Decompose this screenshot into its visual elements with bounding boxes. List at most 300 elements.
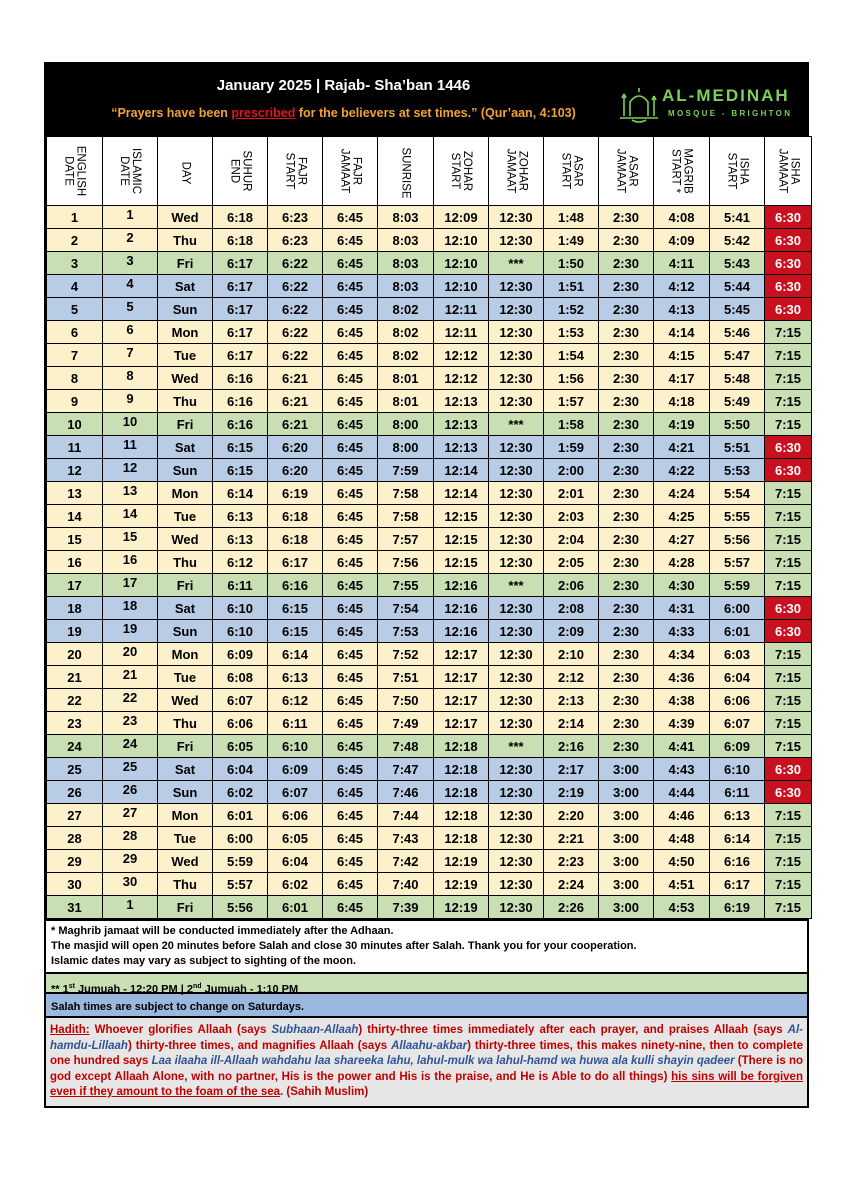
cell-en: 15 bbox=[47, 528, 103, 551]
table-row bbox=[47, 413, 812, 436]
cell-sunrise: 7:57 bbox=[378, 528, 434, 551]
cell-sunrise: 7:58 bbox=[378, 482, 434, 505]
header-bar bbox=[46, 64, 807, 136]
table-row bbox=[47, 390, 812, 413]
cell-asar-j: 2:30 bbox=[599, 390, 654, 413]
cell-suhur: 5:57 bbox=[213, 873, 268, 896]
cell-zohar-s: 12:18 bbox=[434, 781, 489, 804]
cell-suhur: 6:15 bbox=[213, 436, 268, 459]
cell-sunrise: 8:03 bbox=[378, 229, 434, 252]
column-header bbox=[213, 137, 268, 206]
cell-en: 9 bbox=[47, 390, 103, 413]
cell-suhur: 6:12 bbox=[213, 551, 268, 574]
column-header bbox=[599, 137, 654, 206]
cell-isha-j: 7:15 bbox=[765, 735, 812, 758]
hadith-text-2: ) thirty-three times immediately after each prayer, and praises Allaah (says bbox=[358, 1024, 788, 1036]
cell-magrib: 4:41 bbox=[654, 735, 710, 758]
cell-day: Tue bbox=[158, 505, 213, 528]
cell-zohar-s: 12:11 bbox=[434, 321, 489, 344]
cell-day: Mon bbox=[158, 804, 213, 827]
cell-sunrise: 7:52 bbox=[378, 643, 434, 666]
cell-magrib: 4:12 bbox=[654, 275, 710, 298]
cell-zohar-j: 12:30 bbox=[489, 643, 544, 666]
cell-en: 5 bbox=[47, 298, 103, 321]
cell-asar-j: 2:30 bbox=[599, 321, 654, 344]
cell-magrib: 4:39 bbox=[654, 712, 710, 735]
cell-day: Thu bbox=[158, 229, 213, 252]
cell-magrib: 4:31 bbox=[654, 597, 710, 620]
column-header bbox=[765, 137, 812, 206]
cell-zohar-s: 12:15 bbox=[434, 551, 489, 574]
cell-fajr-s: 6:16 bbox=[268, 574, 323, 597]
cell-zohar-j: *** bbox=[489, 574, 544, 597]
cell-asar-j: 2:30 bbox=[599, 597, 654, 620]
cell-isha-j: 7:15 bbox=[765, 505, 812, 528]
cell-zohar-s: 12:09 bbox=[434, 206, 489, 229]
cell-en: 26 bbox=[47, 781, 103, 804]
cell-suhur: 6:17 bbox=[213, 275, 268, 298]
hadith-italic-3: Allaahu-akbar bbox=[391, 1039, 468, 1052]
cell-zohar-j: 12:30 bbox=[489, 459, 544, 482]
cell-en: 19 bbox=[47, 620, 103, 643]
cell-fajr-s: 6:14 bbox=[268, 643, 323, 666]
cell-isha-s: 6:19 bbox=[710, 896, 765, 919]
cell-isl: 8 bbox=[103, 367, 158, 390]
cell-fajr-s: 6:22 bbox=[268, 298, 323, 321]
cell-suhur: 6:07 bbox=[213, 689, 268, 712]
mosque-logo bbox=[618, 78, 808, 126]
cell-isha-j: 6:30 bbox=[765, 459, 812, 482]
cell-sunrise: 7:48 bbox=[378, 735, 434, 758]
cell-sunrise: 8:02 bbox=[378, 321, 434, 344]
cell-zohar-j: 12:30 bbox=[489, 804, 544, 827]
cell-suhur: 6:08 bbox=[213, 666, 268, 689]
cell-magrib: 4:48 bbox=[654, 827, 710, 850]
cell-zohar-s: 12:16 bbox=[434, 597, 489, 620]
cell-isha-s: 6:03 bbox=[710, 643, 765, 666]
cell-isha-j: 6:30 bbox=[765, 252, 812, 275]
table-row bbox=[47, 827, 812, 850]
hadith-italic-4: Laa ilaaha ill-Allaah wahdahu laa shareeka lahu, lahul-mulk wa lahul-hamd wa huwa ala kulli shayin qadeer bbox=[151, 1055, 735, 1067]
column-header bbox=[544, 137, 599, 206]
cell-fajr-j: 6:45 bbox=[323, 689, 378, 712]
cell-isha-s: 6:01 bbox=[710, 620, 765, 643]
cell-isha-j: 7:15 bbox=[765, 344, 812, 367]
table-row bbox=[47, 436, 812, 459]
cell-asar-j: 3:00 bbox=[599, 781, 654, 804]
cell-en: 16 bbox=[47, 551, 103, 574]
quote-pre: “Prayers have been bbox=[111, 106, 232, 120]
cell-asar-j: 2:30 bbox=[599, 620, 654, 643]
cell-asar-j: 3:00 bbox=[599, 758, 654, 781]
cell-asar-j: 3:00 bbox=[599, 804, 654, 827]
note-islamic-dates: Islamic dates may vary as subject to sighting of the moon. bbox=[51, 955, 357, 967]
jumuah-mid: Jumuah - 12:20 PM | 2 bbox=[74, 983, 193, 996]
cell-asar-j: 2:30 bbox=[599, 459, 654, 482]
cell-isl: 15 bbox=[103, 528, 158, 551]
cell-sunrise: 8:02 bbox=[378, 344, 434, 367]
jumuah-suffix: Jumuah - 1:10 PM bbox=[201, 983, 299, 996]
cell-isha-s: 5:47 bbox=[710, 344, 765, 367]
table-row bbox=[47, 666, 812, 689]
cell-zohar-s: 12:17 bbox=[434, 689, 489, 712]
cell-asar-s: 2:16 bbox=[544, 735, 599, 758]
cell-asar-s: 2:21 bbox=[544, 827, 599, 850]
cell-zohar-s: 12:19 bbox=[434, 850, 489, 873]
cell-day: Thu bbox=[158, 712, 213, 735]
cell-isl: 3 bbox=[103, 252, 158, 275]
column-header bbox=[378, 137, 434, 206]
cell-day: Wed bbox=[158, 528, 213, 551]
quote-highlight: prescribed bbox=[231, 106, 296, 120]
cell-sunrise: 8:03 bbox=[378, 275, 434, 298]
cell-sunrise: 7:54 bbox=[378, 597, 434, 620]
cell-fajr-j: 6:45 bbox=[323, 643, 378, 666]
cell-fajr-s: 6:22 bbox=[268, 252, 323, 275]
cell-asar-s: 1:54 bbox=[544, 344, 599, 367]
column-header bbox=[47, 137, 103, 206]
cell-asar-s: 2:04 bbox=[544, 528, 599, 551]
cell-sunrise: 7:40 bbox=[378, 873, 434, 896]
cell-magrib: 4:08 bbox=[654, 206, 710, 229]
table-body bbox=[47, 206, 812, 919]
cell-day: Fri bbox=[158, 413, 213, 436]
cell-en: 24 bbox=[47, 735, 103, 758]
cell-isha-j: 6:30 bbox=[765, 758, 812, 781]
cell-fajr-s: 6:22 bbox=[268, 321, 323, 344]
cell-zohar-j: *** bbox=[489, 252, 544, 275]
hadith-text-1: Whoever glorifies Allaah (says bbox=[89, 1024, 272, 1036]
timetable-sheet bbox=[44, 62, 809, 1108]
cell-asar-j: 2:30 bbox=[599, 551, 654, 574]
cell-zohar-s: 12:10 bbox=[434, 252, 489, 275]
cell-suhur: 6:09 bbox=[213, 643, 268, 666]
cell-suhur: 6:17 bbox=[213, 344, 268, 367]
cell-zohar-s: 12:12 bbox=[434, 367, 489, 390]
cell-isha-s: 6:09 bbox=[710, 735, 765, 758]
cell-asar-j: 2:30 bbox=[599, 275, 654, 298]
cell-sunrise: 7:49 bbox=[378, 712, 434, 735]
cell-isha-s: 5:56 bbox=[710, 528, 765, 551]
cell-zohar-s: 12:18 bbox=[434, 804, 489, 827]
cell-isl: 30 bbox=[103, 873, 158, 896]
column-header-label: ISHA JAMAAT bbox=[775, 148, 800, 194]
cell-zohar-s: 12:18 bbox=[434, 735, 489, 758]
cell-fajr-j: 6:45 bbox=[323, 252, 378, 275]
column-header-label: SUHUR END bbox=[227, 150, 252, 192]
cell-asar-j: 2:30 bbox=[599, 413, 654, 436]
cell-asar-s: 2:23 bbox=[544, 850, 599, 873]
cell-sunrise: 7:50 bbox=[378, 689, 434, 712]
cell-fajr-j: 6:45 bbox=[323, 551, 378, 574]
cell-day: Sun bbox=[158, 298, 213, 321]
cell-isha-j: 7:15 bbox=[765, 666, 812, 689]
cell-magrib: 4:09 bbox=[654, 229, 710, 252]
table-row bbox=[47, 735, 812, 758]
cell-fajr-s: 6:23 bbox=[268, 229, 323, 252]
quote-post: for the believers at set times.” (Qur’aan, 4:103) bbox=[295, 106, 576, 120]
cell-isl: 17 bbox=[103, 574, 158, 597]
cell-isl: 12 bbox=[103, 459, 158, 482]
cell-zohar-s: 12:10 bbox=[434, 275, 489, 298]
cell-en: 11 bbox=[47, 436, 103, 459]
cell-isha-s: 6:16 bbox=[710, 850, 765, 873]
cell-magrib: 4:21 bbox=[654, 436, 710, 459]
cell-day: Sat bbox=[158, 597, 213, 620]
cell-fajr-s: 6:10 bbox=[268, 735, 323, 758]
cell-magrib: 4:24 bbox=[654, 482, 710, 505]
cell-asar-s: 2:17 bbox=[544, 758, 599, 781]
cell-zohar-j: 12:30 bbox=[489, 712, 544, 735]
cell-asar-j: 2:30 bbox=[599, 528, 654, 551]
cell-zohar-j: 12:30 bbox=[489, 482, 544, 505]
cell-suhur: 6:18 bbox=[213, 229, 268, 252]
cell-day: Fri bbox=[158, 735, 213, 758]
cell-isl: 29 bbox=[103, 850, 158, 873]
cell-sunrise: 7:53 bbox=[378, 620, 434, 643]
cell-isl: 7 bbox=[103, 344, 158, 367]
cell-isha-s: 5:53 bbox=[710, 459, 765, 482]
cell-suhur: 6:04 bbox=[213, 758, 268, 781]
cell-isl: 5 bbox=[103, 298, 158, 321]
cell-asar-j: 2:30 bbox=[599, 298, 654, 321]
cell-magrib: 4:33 bbox=[654, 620, 710, 643]
cell-en: 20 bbox=[47, 643, 103, 666]
cell-isha-s: 5:51 bbox=[710, 436, 765, 459]
cell-suhur: 6:14 bbox=[213, 482, 268, 505]
cell-isha-s: 6:00 bbox=[710, 597, 765, 620]
cell-fajr-j: 6:45 bbox=[323, 827, 378, 850]
jumuah-sup-2: nd bbox=[193, 983, 202, 990]
cell-zohar-s: 12:16 bbox=[434, 574, 489, 597]
table-row bbox=[47, 482, 812, 505]
cell-asar-s: 2:01 bbox=[544, 482, 599, 505]
cell-asar-j: 3:00 bbox=[599, 827, 654, 850]
cell-isl: 18 bbox=[103, 597, 158, 620]
cell-fajr-j: 6:45 bbox=[323, 436, 378, 459]
cell-day: Wed bbox=[158, 367, 213, 390]
table-row bbox=[47, 252, 812, 275]
cell-isha-s: 5:42 bbox=[710, 229, 765, 252]
table-row bbox=[47, 275, 812, 298]
cell-isha-j: 7:15 bbox=[765, 804, 812, 827]
mosque-icon bbox=[618, 80, 660, 124]
cell-magrib: 4:27 bbox=[654, 528, 710, 551]
cell-asar-j: 2:30 bbox=[599, 206, 654, 229]
cell-day: Sat bbox=[158, 758, 213, 781]
table-row bbox=[47, 620, 812, 643]
table-row bbox=[47, 551, 812, 574]
cell-sunrise: 7:46 bbox=[378, 781, 434, 804]
column-header-label: DAY bbox=[178, 161, 191, 184]
cell-fajr-s: 6:13 bbox=[268, 666, 323, 689]
cell-zohar-j: 12:30 bbox=[489, 620, 544, 643]
cell-en: 22 bbox=[47, 689, 103, 712]
table-row bbox=[47, 758, 812, 781]
table-row bbox=[47, 712, 812, 735]
cell-en: 3 bbox=[47, 252, 103, 275]
cell-fajr-s: 6:07 bbox=[268, 781, 323, 804]
table-row bbox=[47, 528, 812, 551]
cell-day: Tue bbox=[158, 827, 213, 850]
cell-isha-j: 6:30 bbox=[765, 229, 812, 252]
cell-day: Fri bbox=[158, 252, 213, 275]
cell-day: Mon bbox=[158, 643, 213, 666]
cell-fajr-s: 6:20 bbox=[268, 436, 323, 459]
cell-asar-s: 1:52 bbox=[544, 298, 599, 321]
cell-isl: 4 bbox=[103, 275, 158, 298]
cell-isha-j: 7:15 bbox=[765, 850, 812, 873]
cell-isl: 27 bbox=[103, 804, 158, 827]
cell-fajr-j: 6:45 bbox=[323, 298, 378, 321]
cell-en: 23 bbox=[47, 712, 103, 735]
column-header-label: SUNRISE bbox=[399, 146, 412, 199]
cell-isha-s: 6:14 bbox=[710, 827, 765, 850]
cell-isl: 16 bbox=[103, 551, 158, 574]
cell-isl: 13 bbox=[103, 482, 158, 505]
cell-zohar-s: 12:15 bbox=[434, 505, 489, 528]
cell-asar-j: 3:00 bbox=[599, 850, 654, 873]
cell-isha-j: 7:15 bbox=[765, 827, 812, 850]
cell-magrib: 4:43 bbox=[654, 758, 710, 781]
table-row bbox=[47, 643, 812, 666]
cell-en: 13 bbox=[47, 482, 103, 505]
cell-fajr-s: 6:09 bbox=[268, 758, 323, 781]
column-header-label: ISHA START bbox=[724, 152, 749, 190]
cell-sunrise: 7:58 bbox=[378, 505, 434, 528]
table-row bbox=[47, 873, 812, 896]
cell-fajr-s: 6:06 bbox=[268, 804, 323, 827]
cell-isha-s: 6:13 bbox=[710, 804, 765, 827]
cell-fajr-s: 6:01 bbox=[268, 896, 323, 919]
cell-magrib: 4:50 bbox=[654, 850, 710, 873]
cell-sunrise: 7:56 bbox=[378, 551, 434, 574]
table-row bbox=[47, 804, 812, 827]
cell-asar-s: 1:57 bbox=[544, 390, 599, 413]
cell-isha-j: 7:15 bbox=[765, 574, 812, 597]
cell-fajr-j: 6:45 bbox=[323, 758, 378, 781]
cell-sunrise: 8:02 bbox=[378, 298, 434, 321]
column-header-label: ZOHAR START bbox=[449, 150, 473, 192]
cell-asar-j: 2:30 bbox=[599, 344, 654, 367]
table-row bbox=[47, 689, 812, 712]
cell-suhur: 6:01 bbox=[213, 804, 268, 827]
cell-suhur: 6:10 bbox=[213, 597, 268, 620]
cell-isl: 10 bbox=[103, 413, 158, 436]
cell-isha-j: 7:15 bbox=[765, 873, 812, 896]
cell-asar-s: 2:26 bbox=[544, 896, 599, 919]
cell-suhur: 6:10 bbox=[213, 620, 268, 643]
cell-magrib: 4:51 bbox=[654, 873, 710, 896]
cell-isha-j: 7:15 bbox=[765, 712, 812, 735]
column-header-label: FAJR JAMAAT bbox=[337, 148, 362, 194]
cell-asar-j: 2:30 bbox=[599, 482, 654, 505]
cell-suhur: 6:15 bbox=[213, 459, 268, 482]
cell-isha-j: 7:15 bbox=[765, 321, 812, 344]
column-header-label: ASAR JAMAAT bbox=[613, 148, 638, 194]
cell-fajr-j: 6:45 bbox=[323, 344, 378, 367]
cell-asar-s: 2:10 bbox=[544, 643, 599, 666]
cell-zohar-s: 12:15 bbox=[434, 528, 489, 551]
cell-fajr-j: 6:45 bbox=[323, 597, 378, 620]
cell-zohar-j: 12:30 bbox=[489, 367, 544, 390]
cell-asar-s: 1:49 bbox=[544, 229, 599, 252]
column-header-label: ASAR START bbox=[558, 152, 583, 190]
cell-fajr-j: 6:45 bbox=[323, 850, 378, 873]
cell-en: 30 bbox=[47, 873, 103, 896]
table-row bbox=[47, 229, 812, 252]
cell-isha-s: 5:50 bbox=[710, 413, 765, 436]
cell-sunrise: 7:43 bbox=[378, 827, 434, 850]
cell-fajr-s: 6:11 bbox=[268, 712, 323, 735]
cell-en: 28 bbox=[47, 827, 103, 850]
cell-fajr-s: 6:20 bbox=[268, 459, 323, 482]
cell-fajr-s: 6:18 bbox=[268, 505, 323, 528]
cell-isha-s: 5:54 bbox=[710, 482, 765, 505]
cell-fajr-j: 6:45 bbox=[323, 620, 378, 643]
cell-day: Tue bbox=[158, 344, 213, 367]
cell-isha-s: 5:43 bbox=[710, 252, 765, 275]
cell-asar-s: 2:00 bbox=[544, 459, 599, 482]
cell-asar-s: 2:05 bbox=[544, 551, 599, 574]
cell-fajr-j: 6:45 bbox=[323, 528, 378, 551]
cell-zohar-j: 12:30 bbox=[489, 275, 544, 298]
cell-asar-s: 2:20 bbox=[544, 804, 599, 827]
cell-magrib: 4:13 bbox=[654, 298, 710, 321]
table-row bbox=[47, 367, 812, 390]
cell-zohar-s: 12:17 bbox=[434, 666, 489, 689]
cell-magrib: 4:19 bbox=[654, 413, 710, 436]
cell-zohar-j: 12:30 bbox=[489, 229, 544, 252]
cell-magrib: 4:15 bbox=[654, 344, 710, 367]
cell-asar-s: 1:53 bbox=[544, 321, 599, 344]
cell-asar-s: 2:13 bbox=[544, 689, 599, 712]
cell-zohar-j: 12:30 bbox=[489, 666, 544, 689]
cell-en: 8 bbox=[47, 367, 103, 390]
cell-fajr-s: 6:05 bbox=[268, 827, 323, 850]
cell-zohar-s: 12:11 bbox=[434, 298, 489, 321]
cell-zohar-j: 12:30 bbox=[489, 206, 544, 229]
cell-sunrise: 7:59 bbox=[378, 459, 434, 482]
column-header bbox=[489, 137, 544, 206]
cell-en: 10 bbox=[47, 413, 103, 436]
cell-day: Sun bbox=[158, 459, 213, 482]
cell-isl: 1 bbox=[103, 206, 158, 229]
cell-zohar-j: 12:30 bbox=[489, 505, 544, 528]
cell-fajr-s: 6:21 bbox=[268, 413, 323, 436]
cell-fajr-j: 6:45 bbox=[323, 229, 378, 252]
cell-isha-s: 5:49 bbox=[710, 390, 765, 413]
cell-fajr-j: 6:45 bbox=[323, 321, 378, 344]
table-row bbox=[47, 344, 812, 367]
cell-zohar-j: *** bbox=[489, 413, 544, 436]
cell-isha-s: 5:57 bbox=[710, 551, 765, 574]
cell-fajr-s: 6:18 bbox=[268, 528, 323, 551]
cell-asar-s: 2:09 bbox=[544, 620, 599, 643]
table-row bbox=[47, 597, 812, 620]
hadith-label: Hadith: bbox=[50, 1024, 90, 1036]
cell-suhur: 6:18 bbox=[213, 206, 268, 229]
cell-isl: 21 bbox=[103, 666, 158, 689]
cell-day: Thu bbox=[158, 873, 213, 896]
note-masjid-hours: The masjid will open 20 minutes before Salah and close 30 minutes after Salah. Thank you for your cooperation. bbox=[51, 940, 637, 952]
hadith-box bbox=[46, 1016, 807, 1106]
cell-suhur: 6:17 bbox=[213, 321, 268, 344]
cell-fajr-j: 6:45 bbox=[323, 482, 378, 505]
cell-magrib: 4:36 bbox=[654, 666, 710, 689]
cell-suhur: 6:00 bbox=[213, 827, 268, 850]
table-header-row bbox=[47, 137, 812, 206]
